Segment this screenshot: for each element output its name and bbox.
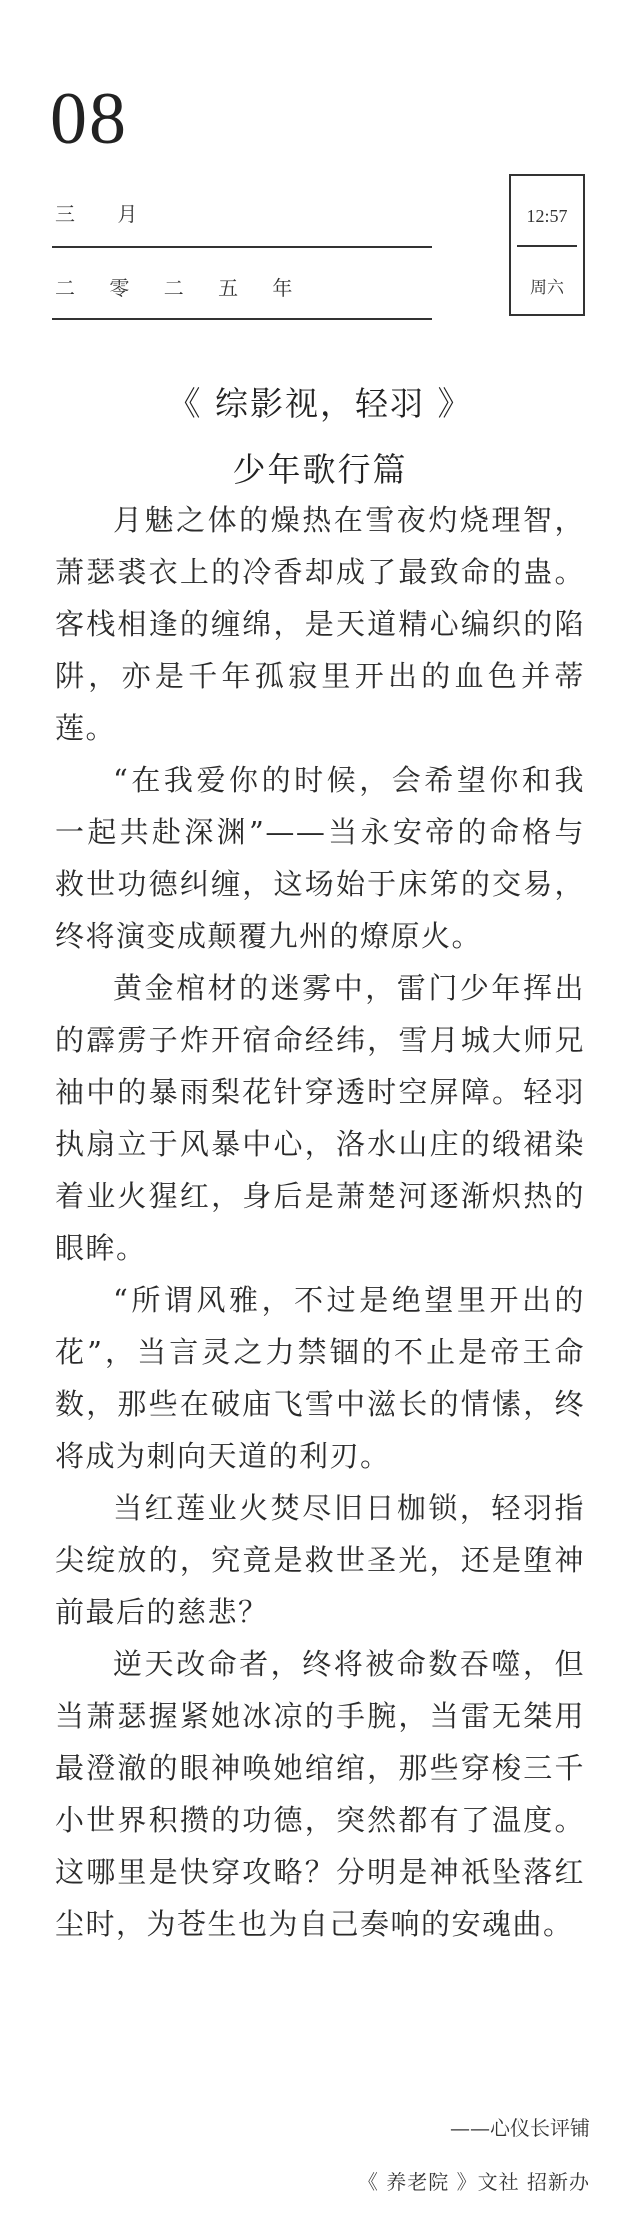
paragraph: 黄金棺材的迷雾中，雷门少年挥出的霹雳子炸开宿命经纬，雪月城大师兄袖中的暴雨梨花针穿透时空屏障。轻羽执扇立于风暴中心，洛水山庄的缎裙染着业火猩红，身后是萧楚河逐渐炽热的眼眸。 <box>55 971 585 1265</box>
signature-line: ——心仪长评铺 <box>450 2116 590 2140</box>
divider-line <box>52 318 432 320</box>
article-body <box>55 494 585 1950</box>
time-box <box>509 174 585 316</box>
paragraph: “所谓风雅，不过是绝望里开出的花”，当言灵之力禁锢的不止是帝王命数，那些在破庙飞雪中滋长的情愫，终将成为刺向天道的利刃。 <box>55 1283 585 1473</box>
year-label: 二 零 二 五 年 <box>55 276 307 300</box>
weekday-text: 周六 <box>530 278 564 298</box>
title-line-1: 《 综影视，轻羽 》 <box>167 384 473 423</box>
month-label: 三 月 <box>55 202 156 226</box>
title-line-2: 少年歌行篇 <box>232 450 408 489</box>
paragraph: “在我爱你的时候，会希望你和我一起共赴深渊”——当永安帝的命格与救世功德纠缠，这场始于床笫的交易，终将演变成颠覆九州的燎原火。 <box>55 763 585 953</box>
time-text: 12:57 <box>526 206 568 226</box>
time-divider <box>517 245 577 247</box>
divider-line <box>52 246 432 248</box>
paragraph: 逆天改命者，终将被命数吞噬，但当萧瑟握紧她冰凉的手腕，当雷无桀用最澄澈的眼神唤她绾绾，那些穿梭三千小世界积攒的功德，突然都有了温度。这哪里是快穿攻略？分明是神祇坠落红尘时，为苍生也为自己奏响的安魂曲。 <box>55 1647 585 1941</box>
day-number: 08 <box>50 78 128 160</box>
paragraph: 月魅之体的燥热在雪夜灼烧理智，萧瑟裘衣上的冷香却成了最致命的蛊。客栈相逢的缠绵，是天道精心编织的陷阱，亦是千年孤寂里开出的血色并蒂莲。 <box>55 503 585 745</box>
paragraph: 当红莲业火焚尽旧日枷锁，轻羽指尖绽放的，究竟是救世圣光，还是堕神前最后的慈悲？ <box>55 1491 585 1629</box>
org-line: 《 养老院 》文社 招新办 <box>357 2170 590 2194</box>
